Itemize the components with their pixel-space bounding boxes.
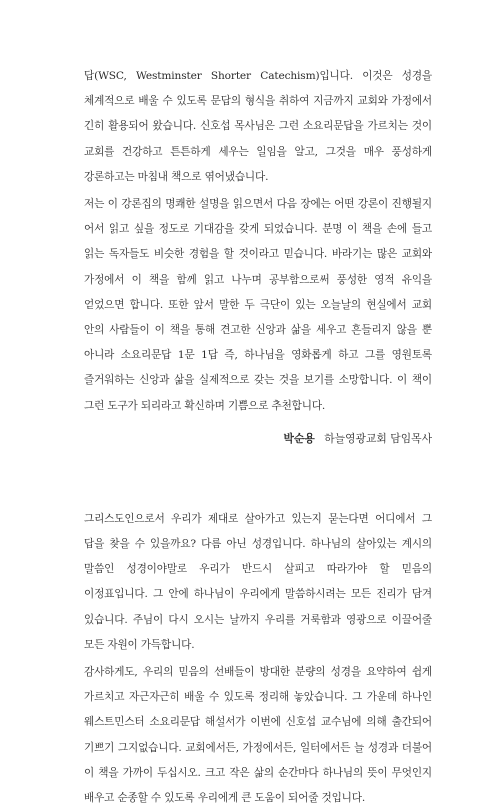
signature xyxy=(84,429,432,449)
body-paragraph: 감사하게도, 우리의 믿음의 선배들이 방대한 분량의 성경을 요약하여 쉽게 가르치고 자근자근히 배울 수 있도록 정리해 놓았습니다. 그 가운데 하나인 웨스트민스터 소요리문답 해설서가 이번에 신호섭 교수님에 의해 출간되어 기쁘기 그지없습니다. 교회에서든, 가정에서든, 일터에서든 늘 성경과 더불어 이 책을 가까이 두십시오. 크고 작은 삶의 순간마다 하나님의 뜻이 무엇인지 배우고 순종할 수 있도록 우리에게 큰 도움이 되어줄 것입니다. xyxy=(84,666,432,805)
signature-name: 박순용 xyxy=(283,431,315,445)
signature-title: 하늘영광교회 담임목사 xyxy=(324,431,432,445)
second-recommendation-section xyxy=(84,507,432,811)
body-paragraph: 저는 이 강론집의 명쾌한 설명을 읽으면서 다음 장에는 어떤 강론이 진행될지 어서 읽고 싶을 정도로 기대감을 갖게 되었습니다. 분명 이 책을 손에 들고 읽는 독자들도 비슷한 경험을 할 것이라고 믿습니다. 바라기는 많은 교회와 가정에서 이 책을 함께 읽고 나누며 공부함으로써 풍성한 영적 유익을 얻었으면 합니다. 또한 앞서 말한 두 극단이 있는 오늘날의 현실에서 교회 안의 사람들이 이 책을 통해 견고한 신앙과 삶을 세우고 흔들리지 않을 뿐 아니라 소요리문답 1문 1답 즉, 하나님을 영화롭게 하고 그를 영원토록 즐거워하는 신앙과 삶을 실제적으로 갖는 것을 보기를 소망합니다. 이 책이 그런 도구가 되리라고 확신하며 기쁨으로 추천합니다. xyxy=(84,198,432,412)
recommendation-section xyxy=(84,64,432,449)
body-paragraph: 답(WSC, Westminster Shorter Catechism)입니다. 이것은 성경을 체계적으로 배울 수 있도록 문답의 형식을 취하여 지금까지 교회와 가정에서 긴히 활용되어 왔습니다. 신호섭 목사님은 그런 소요리문답을 가르치는 것이 교회를 건강하고 튼튼하게 세우는 일임을 알고, 그것을 매우 풍성하게 강론하고는 마침내 책으로 엮어냈습니다. xyxy=(84,70,432,183)
body-paragraph: 그리스도인으로서 우리가 제대로 살아가고 있는지 묻는다면 어디에서 그 답을 찾을 수 있을까요? 다름 아닌 성경입니다. 하나님의 살아있는 계시의 말씀인 성경이야말로 우리가 반드시 살피고 따라가야 할 믿음의 이정표입니다. 그 안에 하나님이 우리에게 말씀하시려는 모든 진리가 담겨 있습니다. 주님이 다시 오시는 날까지 우리를 거룩함과 영광으로 이끌어줄 모든 자원이 가득합니다. xyxy=(84,512,432,651)
section-spacer xyxy=(84,449,432,507)
